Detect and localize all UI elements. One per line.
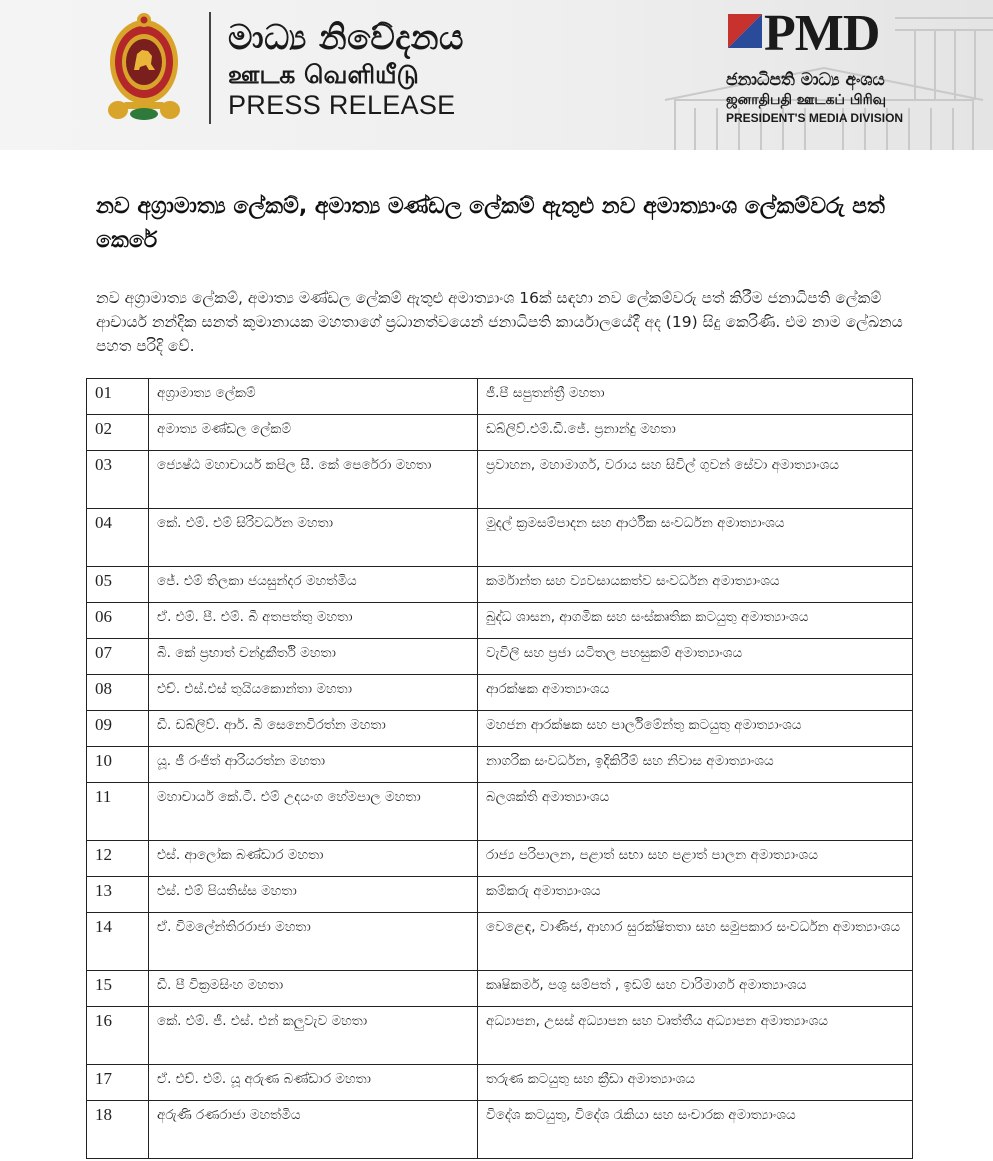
table-row: [87, 711, 913, 747]
pmd-subtitle-english: PRESIDENT'S MEDIA DIVISION: [726, 111, 904, 125]
pmd-logo-text: PMD: [764, 5, 880, 62]
row-number: 06: [87, 603, 149, 639]
row-ministry: බලශක්ති අමාත්‍යාංශය: [478, 783, 913, 841]
row-number: 08: [87, 675, 149, 711]
row-number: 11: [87, 783, 149, 841]
row-ministry: ජී.පී සපුතන්ත්‍රී මහතා: [478, 379, 913, 415]
press-release-sinhala: මාධ්‍ය නිවේදනය: [228, 18, 464, 58]
row-number: 10: [87, 747, 149, 783]
table-row: [87, 415, 913, 451]
row-ministry: වැවිලි සහ ප්‍රජා යටිතල පහසුකම් අමාත්‍යාංශය: [478, 639, 913, 675]
sri-lanka-emblem-icon: [104, 10, 184, 122]
table-row: [87, 877, 913, 913]
press-release-english: PRESS RELEASE: [228, 90, 456, 120]
intro-paragraph: නව අග්‍රාමාත්‍ය ලේකම්, අමාත්‍ය මණ්ඩල ලේකම් ඇතුළු අමාත්‍යාංශ 16ක් සඳහා නව ලේකම්වරු පත් කිරීම ජනාධිපති ලේකම් ආචාර්ය නන්දික සනත් කුමානායක මහතාගේ ප්‍රධානත්වයෙන් ජනාධිපති කාර්යාලයේදී අද (19) සිදු කෙරිණි. එම නාම ලේඛනය පහත පරිදි වේ.: [96, 289, 903, 355]
row-name: කේ. එම්. ජී. එස්. එන් කලුවැව මහතා: [149, 1007, 478, 1065]
pmd-subtitle-sinhala: ජනාධිපති මාධ්‍ය අංශය: [726, 70, 885, 90]
row-number: 14: [87, 913, 149, 971]
row-name: එච්. එස්.එස් තුයියකොන්තා මහතා: [149, 675, 478, 711]
banner-divider: [209, 12, 211, 124]
row-ministry: තරුණ කටයුතු සහ ක්‍රීඩා අමාත්‍යාංශය: [478, 1065, 913, 1101]
row-name: ජ්‍යෙෂ්ඨ මහාචාර්ය කපිල සී. කේ පෙරේරා මහතා: [149, 451, 478, 509]
table-row: [87, 841, 913, 877]
row-ministry: ඩබ්ලිව්.එම්.ඩී.ජේ. ප්‍රනාන්දු මහතා: [478, 415, 913, 451]
row-name: ඒ. විමලේන්තිරරාජා මහතා: [149, 913, 478, 971]
row-number: 04: [87, 509, 149, 567]
row-number: 17: [87, 1065, 149, 1101]
table-row: [87, 639, 913, 675]
table-row: [87, 747, 913, 783]
row-name: ඩී. ඩබ්ලිව්. ආර්. බී සෙනෙවිරත්න මහතා: [149, 711, 478, 747]
table-row: [87, 1007, 913, 1065]
row-number: 09: [87, 711, 149, 747]
row-number: 13: [87, 877, 149, 913]
row-name: අමාත්‍ය මණ්ඩල ලේකම්: [149, 415, 478, 451]
row-ministry: කර්මාන්ත සහ ව්‍යවසායකත්ව සංවර්ධන අමාත්‍යාංශය: [478, 567, 913, 603]
row-name: කේ. එම්. එම් සිරිවර්ධන මහතා: [149, 509, 478, 567]
row-name: ජේ. එම් තිලකා ජයසුන්දර මහත්මිය: [149, 567, 478, 603]
row-number: 15: [87, 971, 149, 1007]
appointments-table: [86, 378, 913, 1159]
table-row: [87, 1101, 913, 1159]
table-row: [87, 783, 913, 841]
row-ministry: නාගරික සංවර්ධන, ඉදිකිරීම් සහ නිවාස අමාත්‍යාංශය: [478, 747, 913, 783]
table-row: [87, 971, 913, 1007]
row-number: 07: [87, 639, 149, 675]
row-number: 03: [87, 451, 149, 509]
row-name: ඩී. පී වික්‍රමසිංහ මහතා: [149, 971, 478, 1007]
row-name: ඒ. එම්. පී. එම්. බී අතපත්තු මහතා: [149, 603, 478, 639]
press-release-banner: [0, 0, 993, 150]
row-ministry: කෘෂිකර්ම, පශු සම්පත් , ඉඩම් සහ වාරිමාර්ග අමාත්‍යාංශය: [478, 971, 913, 1007]
row-number: 12: [87, 841, 149, 877]
row-ministry: අධ්‍යාපන, උසස් අධ්‍යාපන සහ වෘත්තීය අධ්‍යාපන අමාත්‍යාංශය: [478, 1007, 913, 1065]
row-name: යූ. ජී රංජිත් ආරියරත්න මහතා: [149, 747, 478, 783]
press-release-tamil: ஊடக வெளியீடு: [228, 60, 419, 89]
row-ministry: වෙළෙඳ, වාණිජ, ආහාර සුරක්ෂිතතා සහ සමුපකාර සංවර්ධන අමාත්‍යාංශය: [478, 913, 913, 971]
row-name: එස්. ආලෝක බණ්ඩාර මහතා: [149, 841, 478, 877]
row-ministry: මහජන ආරක්ෂක සහ පාර්ලිමේන්තු කටයුතු අමාත්‍යාංශය: [478, 711, 913, 747]
table-row: [87, 913, 913, 971]
table-row: [87, 1065, 913, 1101]
row-name: එස්. එම් පියතිස්ස මහතා: [149, 877, 478, 913]
row-number: 18: [87, 1101, 149, 1159]
table-row: [87, 509, 913, 567]
table-row: [87, 379, 913, 415]
row-number: 05: [87, 567, 149, 603]
table-row: [87, 451, 913, 509]
row-ministry: ආරක්ෂක අමාත්‍යාංශය: [478, 675, 913, 711]
row-ministry: බුද්ධ ශාසන, ආගමික සහ සංස්කෘතික කටයුතු අමාත්‍යාංශය: [478, 603, 913, 639]
row-name: අරුණි රණරාජා මහත්මිය: [149, 1101, 478, 1159]
row-name: මහාචාර්ය කේ.ටී. එම් උදයංග හේමපාල මහතා: [149, 783, 478, 841]
row-number: 02: [87, 415, 149, 451]
row-ministry: මුදල් ක්‍රමසම්පාදන සහ ආර්ථික සංවර්ධන අමාත්‍යාංශය: [478, 509, 913, 567]
row-name: බී. කේ ප්‍රභාත් චන්ද්‍රකීර්ති මහතා: [149, 639, 478, 675]
headline: නව අග්‍රාමාත්‍ය ලේකම්, අමාත්‍ය මණ්ඩල ලේකම් ඇතුළු නව අමාත්‍යාංශ ලේකම්වරු පත් කෙරේ: [96, 194, 885, 253]
row-ministry: ප්‍රවාහන, මහාමාර්ග, වරාය සහ සිවිල් ගුවන් සේවා අමාත්‍යාංශය: [478, 451, 913, 509]
row-number: 01: [87, 379, 149, 415]
row-ministry: කම්කරු අමාත්‍යාංශය: [478, 877, 913, 913]
table-row: [87, 603, 913, 639]
pmd-subtitle-tamil: ஜனாதிபதி ஊடகப் பிரிவு: [726, 92, 887, 108]
row-name: ඒ. එච්. එම්. යූ අරුණ බණ්ඩාර මහතා: [149, 1065, 478, 1101]
table-row: [87, 567, 913, 603]
row-ministry: රාජ්‍ය පරිපාලන, පළාත් සභා සහ පළාත් පාලන අමාත්‍යාංශය: [478, 841, 913, 877]
row-number: 16: [87, 1007, 149, 1065]
row-name: අග්‍රාමාත්‍ය ලේකම්: [149, 379, 478, 415]
table-row: [87, 675, 913, 711]
pmd-logo-mark-icon: [728, 14, 762, 48]
row-ministry: විදේශ කටයුතු, විදේශ රැකියා සහ සංචාරක අමාත්‍යාංශය: [478, 1101, 913, 1159]
